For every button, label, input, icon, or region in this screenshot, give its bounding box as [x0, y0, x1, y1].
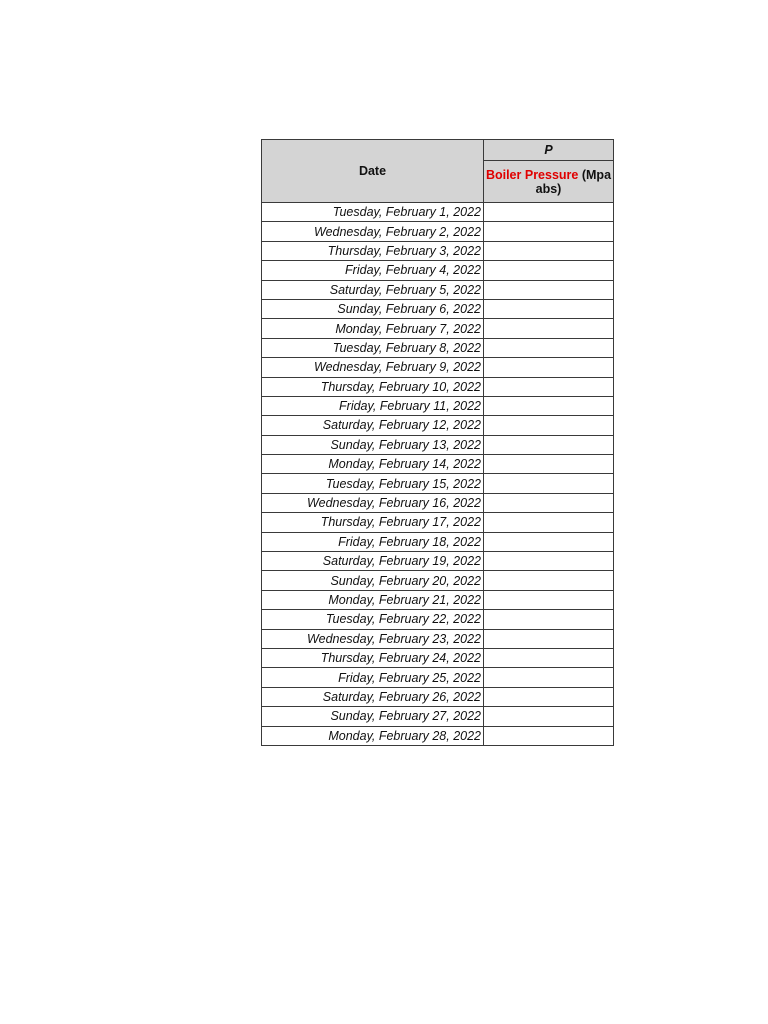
date-cell: Wednesday, February 2, 2022 [262, 222, 484, 241]
date-column-header: Date [262, 140, 484, 203]
pressure-value-cell[interactable] [484, 377, 614, 396]
pressure-header-unit: (Mpa abs) [535, 167, 612, 196]
pressure-value-cell[interactable] [484, 513, 614, 532]
table-row [262, 435, 614, 454]
table-body [262, 203, 614, 746]
table-row [262, 203, 614, 222]
date-cell: Tuesday, February 22, 2022 [262, 610, 484, 629]
date-cell: Saturday, February 5, 2022 [262, 280, 484, 299]
table-header [262, 140, 614, 203]
table-row [262, 571, 614, 590]
table-row [262, 493, 614, 512]
date-cell: Tuesday, February 15, 2022 [262, 474, 484, 493]
table-row [262, 280, 614, 299]
table-row [262, 648, 614, 667]
date-cell: Monday, February 7, 2022 [262, 319, 484, 338]
table-row [262, 610, 614, 629]
table-row [262, 552, 614, 571]
date-cell: Thursday, February 3, 2022 [262, 241, 484, 260]
pressure-value-cell[interactable] [484, 648, 614, 667]
date-cell: Friday, February 25, 2022 [262, 668, 484, 687]
date-cell: Saturday, February 26, 2022 [262, 687, 484, 706]
table-row [262, 687, 614, 706]
date-cell: Sunday, February 13, 2022 [262, 435, 484, 454]
date-cell: Monday, February 21, 2022 [262, 590, 484, 609]
pressure-value-cell[interactable] [484, 261, 614, 280]
table-row [262, 299, 614, 318]
date-cell: Tuesday, February 1, 2022 [262, 203, 484, 222]
table-row [262, 222, 614, 241]
pressure-value-cell[interactable] [484, 590, 614, 609]
pressure-header-highlight: Boiler Pressure [485, 167, 579, 182]
date-cell: Wednesday, February 23, 2022 [262, 629, 484, 648]
date-cell: Friday, February 4, 2022 [262, 261, 484, 280]
pressure-value-cell[interactable] [484, 532, 614, 551]
table-row [262, 338, 614, 357]
table-row [262, 726, 614, 745]
pressure-value-cell[interactable] [484, 222, 614, 241]
table-row [262, 241, 614, 260]
pressure-column-header [484, 161, 614, 203]
pressure-value-cell[interactable] [484, 668, 614, 687]
pressure-value-cell[interactable] [484, 552, 614, 571]
pressure-value-cell[interactable] [484, 416, 614, 435]
pressure-value-cell[interactable] [484, 241, 614, 260]
table-row [262, 261, 614, 280]
date-cell: Monday, February 28, 2022 [262, 726, 484, 745]
date-cell: Saturday, February 12, 2022 [262, 416, 484, 435]
pressure-value-cell[interactable] [484, 687, 614, 706]
pressure-value-cell[interactable] [484, 319, 614, 338]
table-row [262, 707, 614, 726]
pressure-value-cell[interactable] [484, 455, 614, 474]
table-row [262, 532, 614, 551]
table-row [262, 358, 614, 377]
date-cell: Wednesday, February 16, 2022 [262, 493, 484, 512]
pressure-value-cell[interactable] [484, 338, 614, 357]
table-row [262, 629, 614, 648]
pressure-value-cell[interactable] [484, 396, 614, 415]
date-cell: Saturday, February 19, 2022 [262, 552, 484, 571]
date-cell: Tuesday, February 8, 2022 [262, 338, 484, 357]
pressure-value-cell[interactable] [484, 435, 614, 454]
table-row [262, 474, 614, 493]
table-row [262, 319, 614, 338]
date-cell: Sunday, February 27, 2022 [262, 707, 484, 726]
date-cell: Friday, February 11, 2022 [262, 396, 484, 415]
date-cell: Friday, February 18, 2022 [262, 532, 484, 551]
date-cell: Sunday, February 6, 2022 [262, 299, 484, 318]
pressure-value-cell[interactable] [484, 571, 614, 590]
pressure-symbol-header: P [484, 140, 614, 161]
table-row [262, 590, 614, 609]
pressure-value-cell[interactable] [484, 203, 614, 222]
date-cell: Sunday, February 20, 2022 [262, 571, 484, 590]
pressure-value-cell[interactable] [484, 707, 614, 726]
pressure-value-cell[interactable] [484, 358, 614, 377]
table-row [262, 668, 614, 687]
boiler-pressure-table [261, 139, 614, 746]
pressure-value-cell[interactable] [484, 726, 614, 745]
table-row [262, 455, 614, 474]
table-row [262, 416, 614, 435]
pressure-value-cell[interactable] [484, 474, 614, 493]
pressure-value-cell[interactable] [484, 610, 614, 629]
pressure-value-cell[interactable] [484, 280, 614, 299]
date-cell: Thursday, February 24, 2022 [262, 648, 484, 667]
date-cell: Wednesday, February 9, 2022 [262, 358, 484, 377]
date-cell: Thursday, February 17, 2022 [262, 513, 484, 532]
date-cell: Thursday, February 10, 2022 [262, 377, 484, 396]
date-cell: Monday, February 14, 2022 [262, 455, 484, 474]
pressure-value-cell[interactable] [484, 299, 614, 318]
table-row [262, 377, 614, 396]
pressure-value-cell[interactable] [484, 493, 614, 512]
pressure-value-cell[interactable] [484, 629, 614, 648]
table-row [262, 396, 614, 415]
table-row [262, 513, 614, 532]
